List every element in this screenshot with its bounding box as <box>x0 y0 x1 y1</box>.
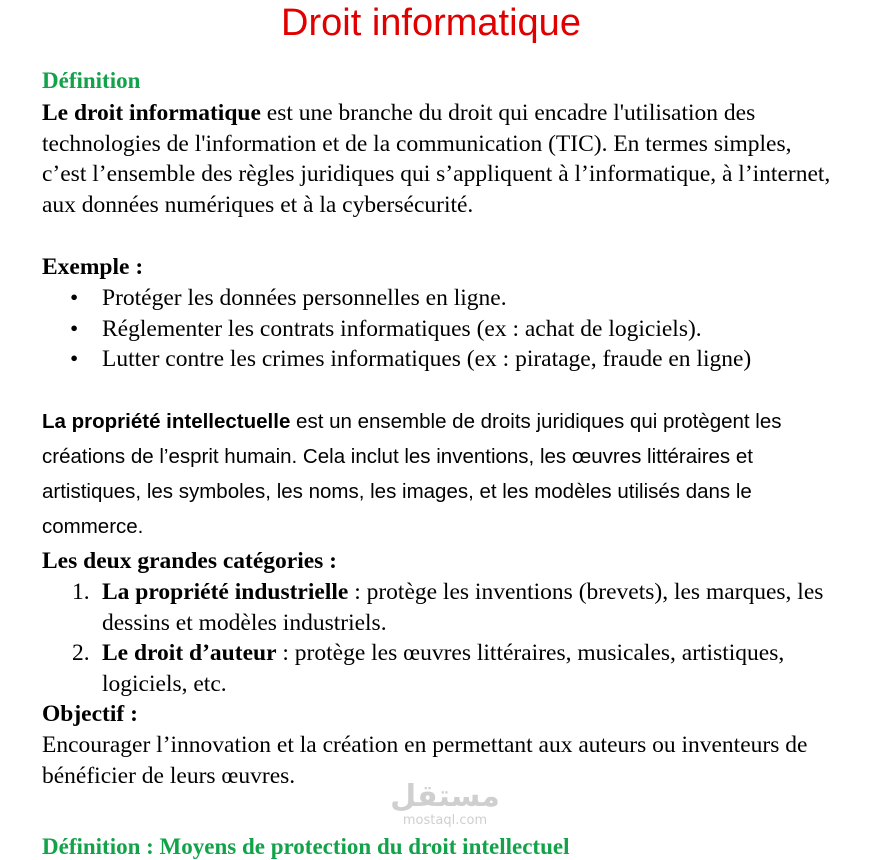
next-section-heading: Définition : Moyens de protection du droit intellectuel <box>42 834 570 859</box>
categories-list <box>42 577 832 699</box>
propriete-lead: La propriété intellectuelle <box>42 410 291 433</box>
bullet-icon: • <box>70 315 79 342</box>
example-heading: Exemple : <box>42 254 144 280</box>
definition-lead: Le droit informatique <box>42 100 261 126</box>
propriete-paragraph <box>42 404 842 544</box>
list-item: • Protéger les données personnelles en ligne. <box>42 283 832 314</box>
propriete-text: est un ensemble de droits juridiques qui protègent les créations de l’esprit humain. Cela inclut les inventions, les œuvres littéraires et artistiques, les symboles, les noms, les images, et les modèles utilisés dans le commerce. <box>42 410 782 538</box>
category-term: La propriété industrielle <box>102 579 349 605</box>
list-item: • Lutter contre les crimes informatiques (ex : piratage, fraude en ligne) <box>42 344 832 375</box>
list-item: • Réglementer les contrats informatiques (ex : achat de logiciels). <box>42 314 832 345</box>
definition-paragraph <box>42 98 832 220</box>
categories-heading: Les deux grandes catégories : <box>42 548 338 574</box>
bullet-icon: • <box>70 285 79 311</box>
watermark-logo: مستقل mostaql.com <box>390 779 500 828</box>
list-item: 2. Le droit d’auteur : protège les œuvres littéraires, musicales, artistiques, logiciels, etc. <box>72 640 785 697</box>
definition-text: est une branche du droit qui encadre l'utilisation des technologies de l'information et de la communication (TIC). En termes simples, c’est l’ensemble des règles juridiques qui s’appliquent à l’informatique, à l’internet, aux données numériques et à la cybersécurité. <box>42 100 831 218</box>
objectif-text: Encourager l’innovation et la création en permettant aux auteurs ou inventeurs de bénéficier de leurs œuvres. <box>42 732 808 789</box>
definition-heading: Définition <box>42 68 141 93</box>
objectif-heading: Objectif : <box>42 701 138 727</box>
category-term: Le droit d’auteur <box>102 640 277 666</box>
bullet-icon: • <box>70 346 79 372</box>
page-title: Droit informatique <box>281 2 581 44</box>
list-item: 1. La propriété industrielle : protège les inventions (brevets), les marques, les dessins et modèles industriels. <box>72 579 824 636</box>
example-list <box>42 283 832 375</box>
